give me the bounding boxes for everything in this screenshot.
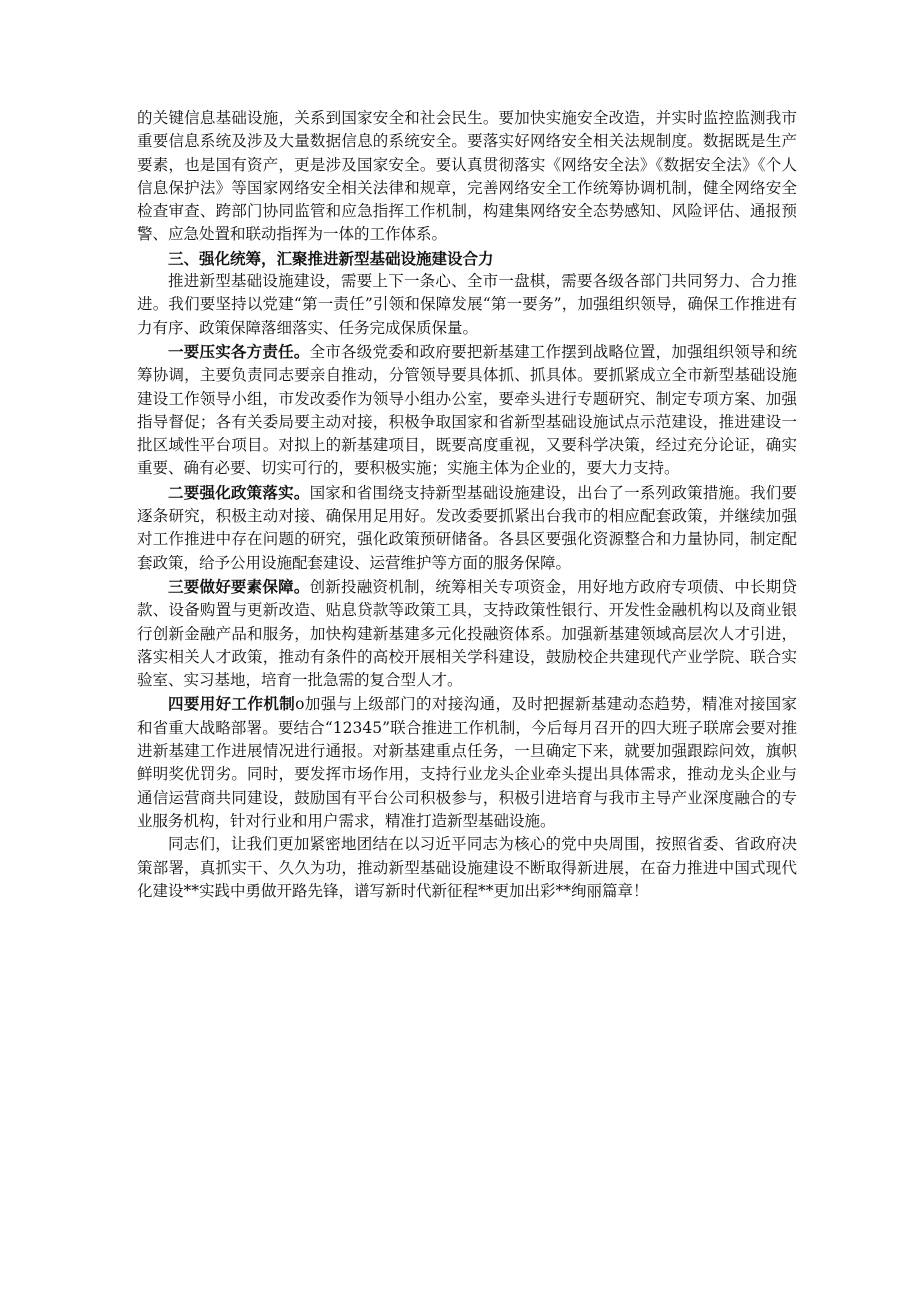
paragraph-intro: 推进新型基础设施建设，需要上下一条心、全市一盘棋，需要各级各部门共同努力、合力推进。我们要坚持以党建“第一责任”引领和保障发展“第一要务”，加强组织领导，确保工作推进有力有序、政策保障落细落实、任务完成保质保量。 (137, 272, 797, 337)
paragraph-resources (137, 575, 797, 692)
paragraph-responsibility (137, 340, 797, 481)
paragraph-text: o加强与上级部门的对接沟通，及时把握新基建动态趋势，精准对接国家和省重大战略部署。要结合“12345”联合推进工作机制，今后每月召开的四大班子联席会要对推进新基建工作进展情况进行通报。对新基建重点任务，一旦确定下来，就要加强跟踪问效，旗帜鲜明奖优罚劣。同时，要发挥市场作用，支持行业龙头企业牵头提出具体需求，推动龙头企业与通信运营商共同建设，鼓励国有平台公司积极参与，积极引进培育与我市主导产业深度融合的专业服务机构，针对行业和用户需求，精准打造新型基础设施。 (137, 695, 797, 830)
paragraph-text: 创新投融资机制，统筹相关专项资金，用好地方政府专项债、中长期贷款、设备购置与更新改造、贴息贷款等政策工具，支持政策性银行、开发性金融机构以及商业银行创新金融产品和服务，加快构建新基建多元化投融资体系。加强新基建领域高层次人才引进，落实相关人才政策，推动有条件的高校开展相关学科建设，鼓励校企共建现代产业学院、联合实验室、实习基地，培育一批急需的复合型人才。 (137, 577, 797, 690)
paragraph-closing: 同志们，让我们更加紧密地团结在以习近平同志为核心的党中央周围，按照省委、省政府决策部署，真抓实干、久久为功，推动新型基础设施建设不断取得新进展，在奋力推进中国式现代化建设**实践中勇做开路先锋，谱写新时代新征程**更加出彩**绚丽篇章！ (137, 835, 797, 900)
paragraph-mechanism (137, 692, 797, 833)
document-body (137, 107, 797, 903)
paragraph-text: 国家和省围绕支持新型基础设施建设，出台了一系列政策措施。我们要逐条研究，积极主动对接、确保用足用好。发改委要抓紧出台我市的相应配套政策，并继续加强对工作推进中存在问题的研究，强化政策预研储备。各县区要强化资源整合和力量协同，制定配套政策，给予公用设施配套建设、运营维护等方面的服务保障。 (137, 483, 797, 572)
paragraph-lead: 一要压实各方责任。 (168, 341, 310, 361)
paragraph-policy (137, 481, 797, 575)
paragraph-lead: 四要用好工作机制 (168, 694, 296, 714)
paragraph-text: 全市各级党委和政府要把新基建工作摆到战略位置，加强组织领导和统筹协调，主要负责同志要亲自推动，分管领导要具体抓、抓具体。要抓紧成立全市新型基础设施建设工作领导小组，市发改委作为领导小组办公室，要牵头进行专题研究、制定专项方案、加强指导督促；各有关委局要主动对接，积极争取国家和省新型基础设施试点示范建设，推进建设一批区域性平台项目。对拟上的新基建项目，既要高度重视，又要科学决策，经过充分论证，确实重要、确有必要、切实可行的，要积极实施；实施主体为企业的，要大力支持。 (137, 342, 797, 478)
paragraph-lead: 二要强化政策落实。 (168, 482, 310, 502)
paragraph-continued: 的关键信息基础设施，关系到国家安全和社会民生。要加快实施安全改造，并实时监控监测我市重要信息系统及涉及大量数据信息的系统安全。要落实好网络安全相关法规制度。数据既是生产要素，也是国有资产，更是涉及国家安全。要认真贯彻落实《网络安全法》《数据安全法》《个人信息保护法》等国家网络安全相关法律和规章，完善网络安全工作统筹协调机制，健全网络安全检查审查、跨部门协同监管和应急指挥工作机制，构建集网络安全态势感知、风险评估、通报预警、应急处置和联动指挥为一体的工作体系。 (137, 109, 797, 244)
section-heading-3: 三、强化统筹，汇聚推进新型基础设施建设合力 (168, 248, 494, 268)
paragraph-lead: 三要做好要素保障。 (168, 576, 310, 596)
